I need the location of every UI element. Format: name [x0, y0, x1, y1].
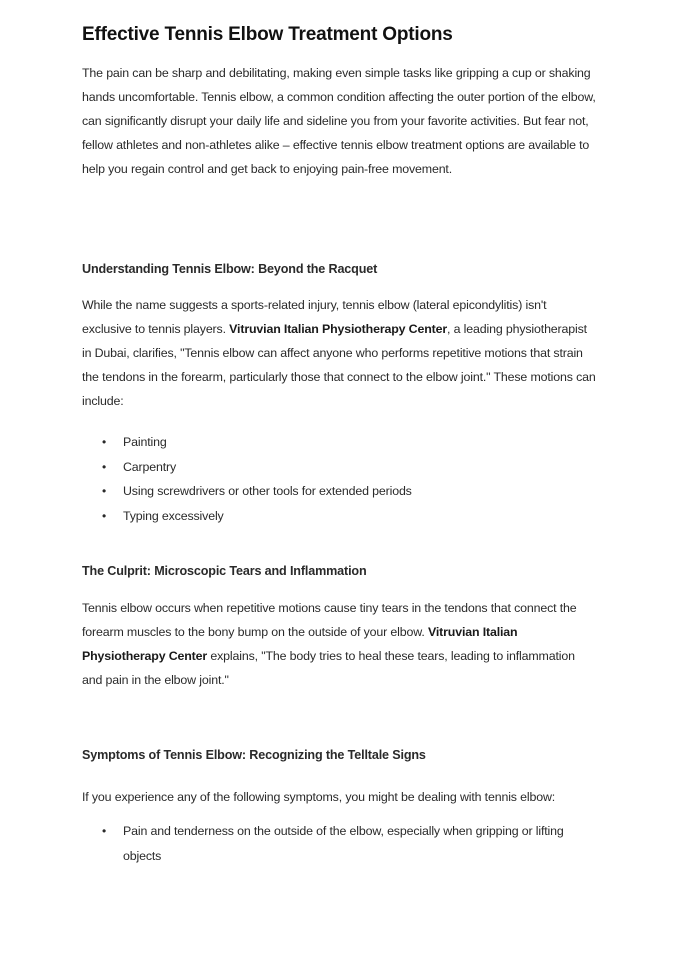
section-heading-understanding: Understanding Tennis Elbow: Beyond the Racquet — [82, 262, 378, 276]
list-item — [82, 479, 597, 504]
section-understanding-paragraph — [82, 293, 597, 413]
section-heading-culprit: The Culprit: Microscopic Tears and Inflammation — [82, 564, 367, 578]
bullet-icon: • — [102, 824, 107, 838]
list-item — [82, 504, 597, 529]
paragraph-text: Tennis elbow occurs when repetitive motions cause tiny tears in the tendons that connect the forearm muscles to the bony bump on the outside of your elbow. — [82, 601, 577, 639]
page-title: Effective Tennis Elbow Treatment Options — [82, 24, 453, 45]
clinic-name: Vitruvian Italian Physiotherapy Center — [82, 625, 518, 663]
list-item-text: Pain and tenderness on the outside of the elbow, especially when gripping or lifting objects — [123, 824, 564, 863]
list-item-text: Carpentry — [123, 459, 177, 474]
bullet-icon: • — [102, 435, 107, 449]
symptoms-list — [82, 819, 597, 868]
section-culprit-paragraph — [82, 596, 597, 692]
list-item-text: Typing excessively — [123, 508, 224, 523]
list-item — [82, 455, 597, 480]
list-item-text: Using screwdrivers or other tools for extended periods — [123, 484, 412, 498]
intro-paragraph: The pain can be sharp and debilitating, making even simple tasks like gripping a cup or shaking hands uncomfortable. Tennis elbow, a common condition affecting the outer portion of the elbow, can significantly disrupt your daily life and sideline you from your favorite activities. But fear not, fellow athletes and non-athletes alike – effective tennis elbow treatment options are available to help you regain control and get back to enjoying pain-free movement. — [82, 66, 596, 176]
list-item — [82, 430, 597, 455]
list-item-text: Painting — [123, 435, 167, 449]
list-item — [82, 819, 597, 868]
section-symptoms-paragraph: If you experience any of the following symptoms, you might be dealing with tennis elbow: — [82, 790, 556, 804]
paragraph-text: While the name suggests a sports-related injury, tennis elbow (lateral epicondylitis) isn't exclusive to tennis players. — [82, 298, 547, 336]
section-heading-symptoms: Symptoms of Tennis Elbow: Recognizing the Telltale Signs — [82, 748, 426, 762]
bullet-icon: • — [102, 508, 107, 523]
bullet-icon: • — [102, 459, 107, 474]
paragraph-text: , a leading physiotherapist in Dubai, clarifies, "Tennis elbow can affect anyone who performs repetitive motions that strain the tendons in the forearm, particularly those that connect to the elbow joint." These motions can include: — [82, 322, 596, 408]
motions-list — [82, 430, 597, 528]
clinic-name: Vitruvian Italian Physiotherapy Center — [229, 322, 448, 336]
bullet-icon: • — [102, 484, 107, 498]
paragraph-text: explains, "The body tries to heal these tears, leading to inflammation and pain in the elbow joint." — [82, 649, 575, 687]
